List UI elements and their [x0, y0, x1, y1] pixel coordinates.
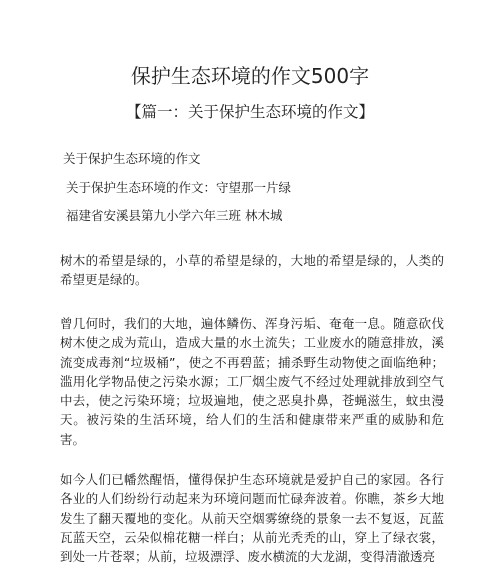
essay-title: 关于保护生态环境的作文：守望那一片绿 [66, 180, 292, 195]
essay-category: 关于保护生态环境的作文 [63, 151, 201, 166]
section-heading: 【篇一：关于保护生态环境的作文】 [125, 103, 374, 121]
paragraph-1: 树木的希望是绿的，小草的希望是绿的，大地的希望是绿的，人类的希望更是绿的。 [60, 253, 444, 288]
document-title: 保护生态环境的作文500字 [130, 64, 370, 88]
essay-author: 福建省安溪县第九小学六年三班 林木城 [66, 208, 283, 223]
paragraph-2: 曾几何时，我们的大地，遍体鳞伤、浑身污垢、奄奄一息。随意砍伐树木使之成为荒山，造成大量的水土流失；工业废水的随意排放，溪流变成毒剂“垃圾桶”，使之不再碧蓝；捕杀野生动物使之面临绝种；滥用化学物品使之污染水源；工厂烟尘废气不经过处理就排放到空气中去，使之污染环境；垃圾遍地，使之恶臭扑鼻，苍蝇滋生，蚊虫漫天。被污染的生活环境，给人们的生活和健康带来严重的威胁和危害。 [60, 316, 444, 447]
paragraph-3: 如今人们已幡然醒悟，懂得保护生态环境就是爱护自己的家园。各行各业的人们纷纷行动起来为环境问题而忙碌奔波着。你瞧，茶乡大地发生了翻天覆地的变化。从前天空烟雾缭绕的景象一去不复返，瓦蓝瓦蓝天空，云朵似棉花糖一样白；从前光秃秃的山，穿上了绿衣裳，到处一片苍翠；从前，垃圾漂浮、废水横流的大龙湖，变得清澈透亮 [60, 472, 444, 565]
